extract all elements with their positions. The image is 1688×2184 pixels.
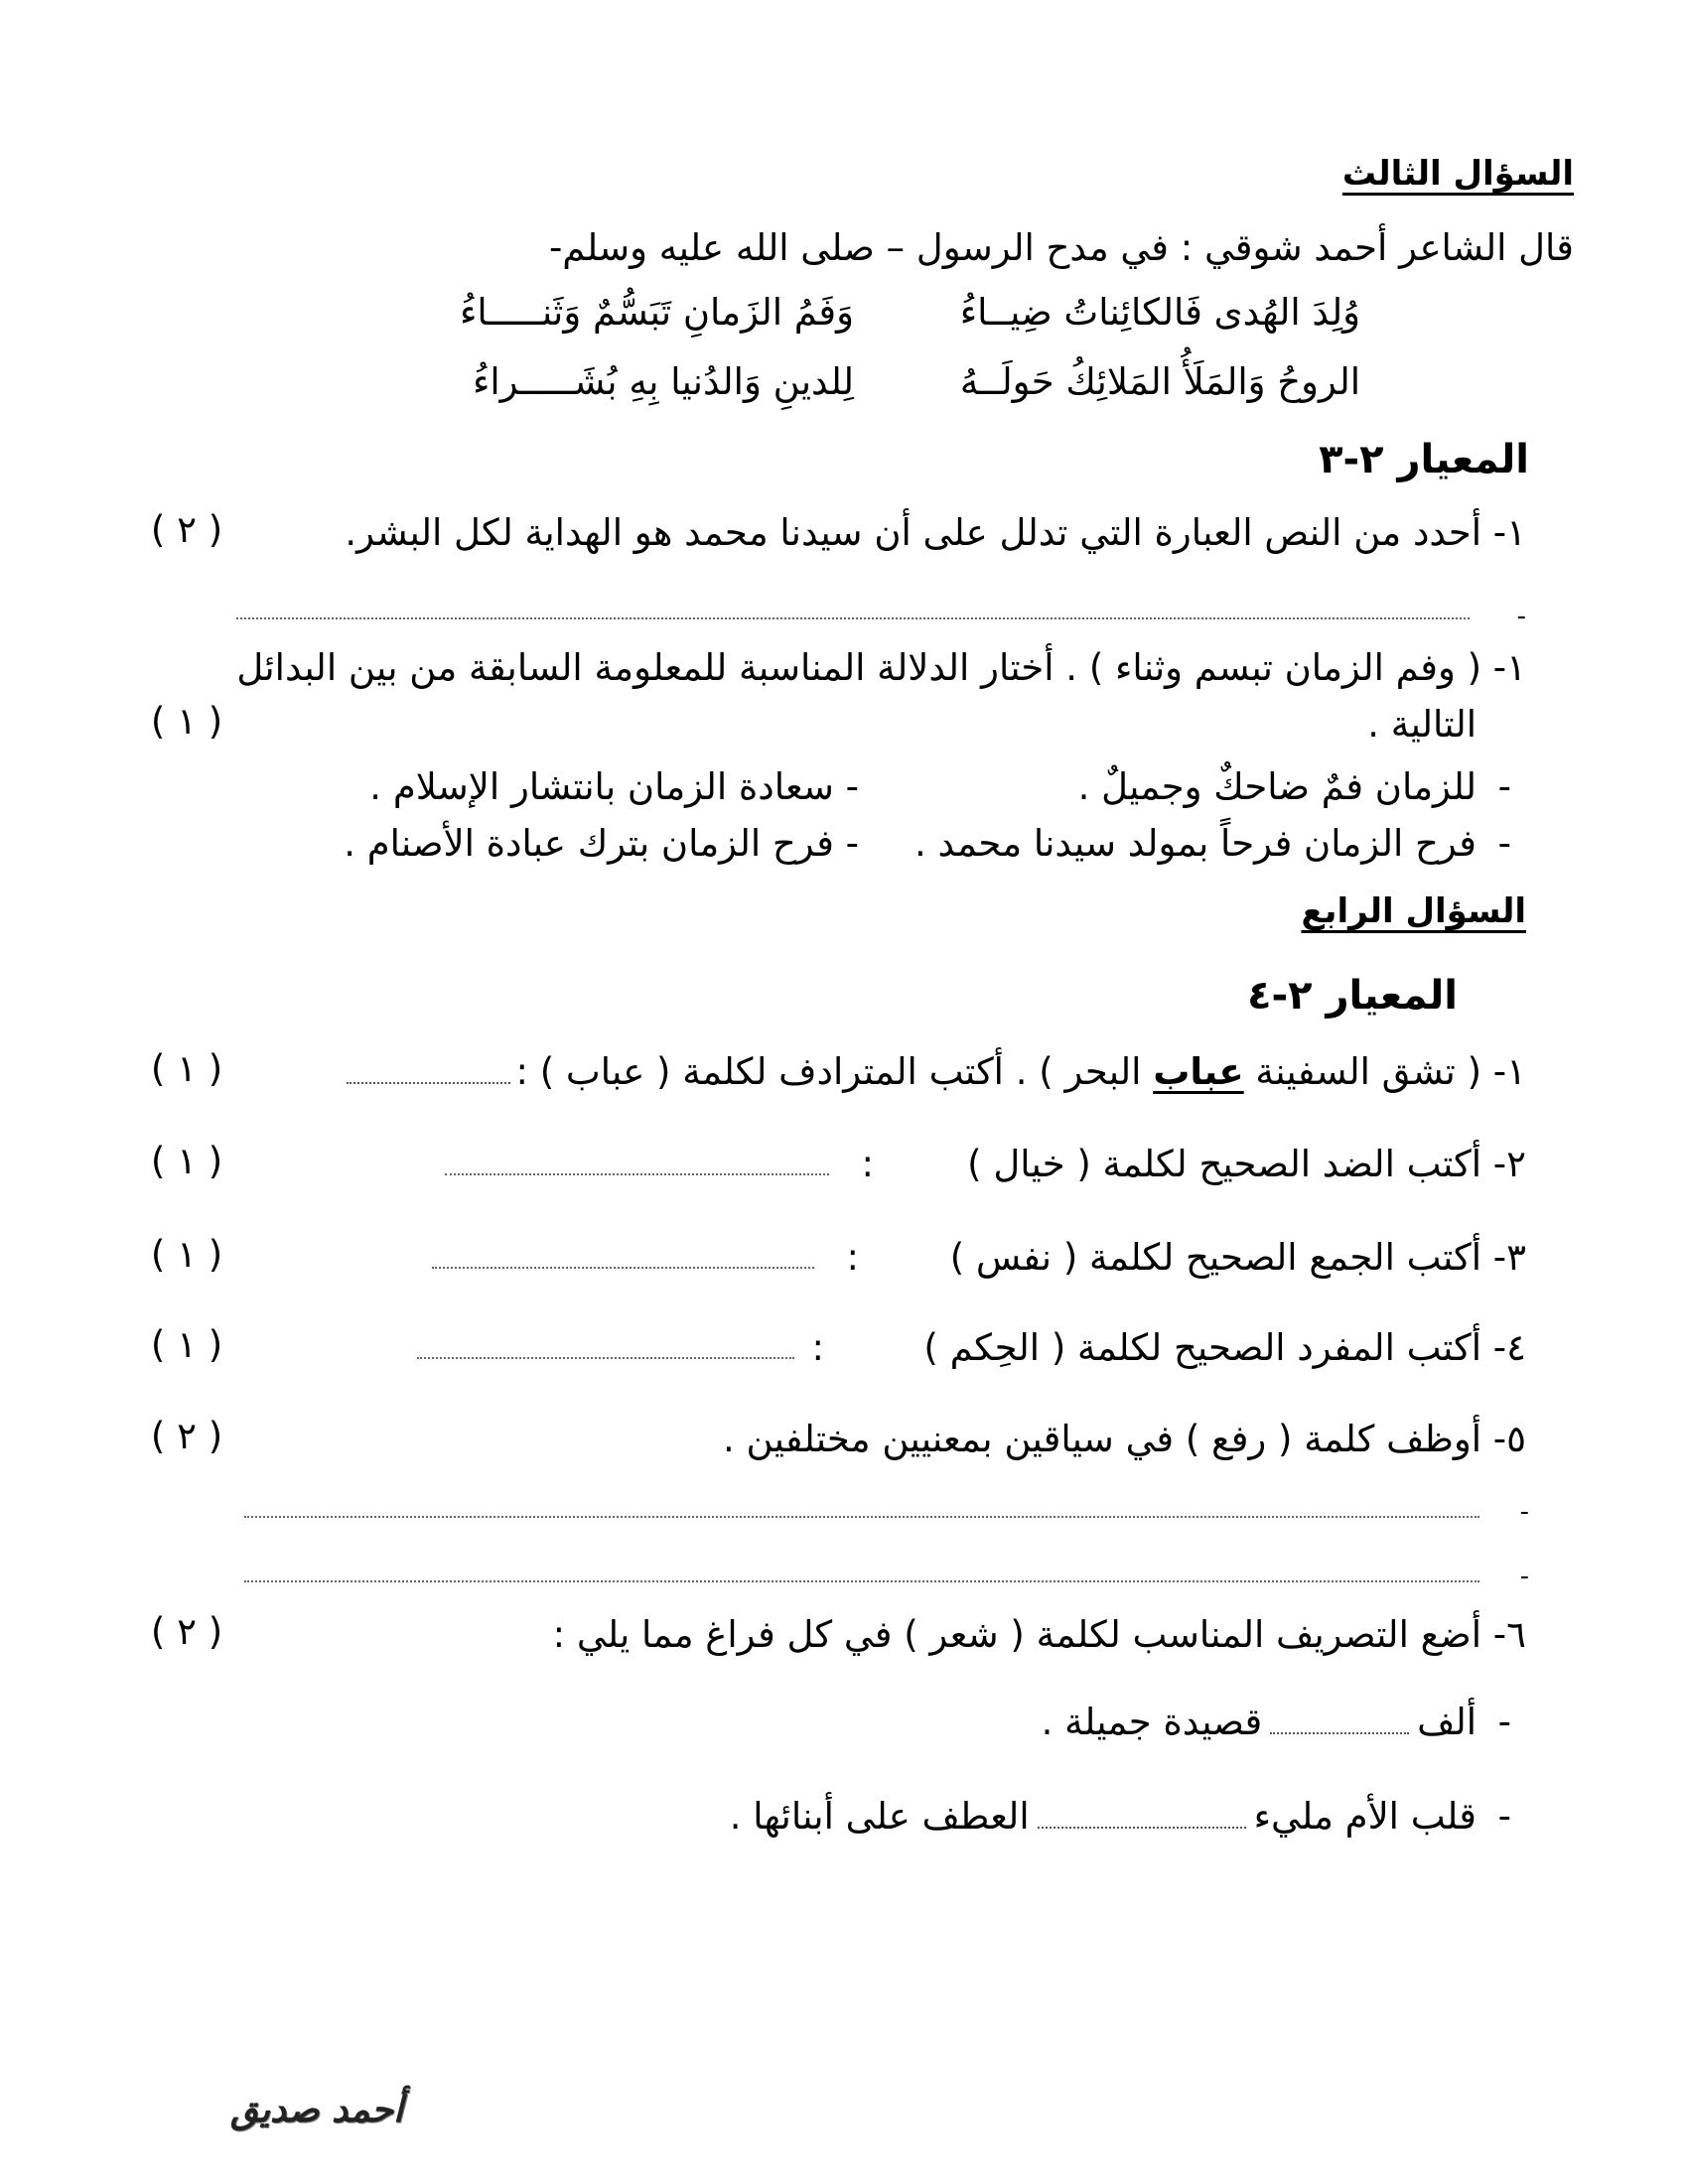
fill-item-1-blank[interactable] [1270, 1722, 1409, 1734]
q3-item-2-mark: ( ١ ) [150, 700, 223, 743]
fill-item-2-start: قلب الأم مليء [1253, 1795, 1477, 1838]
q4-item-3-mark: ( ١ ) [150, 1233, 223, 1276]
q3-item-1-mark: ( ٢ ) [150, 508, 223, 551]
verse-2-second-hemistich: لِلدينِ وَالدُنيا بِهِ بُشَـــــراءُ [472, 360, 854, 403]
q4-item-2-colon: : [861, 1143, 874, 1185]
q4-item-5-text: ٥- أوظف كلمة ( رفع ) في سياقين بمعنيين مختلفين . [722, 1418, 1526, 1460]
q4-item-1-after: البحر ) . أكتب المترادف لكلمة ( عباب ) : [515, 1050, 1154, 1093]
q4-item-2-mark: ( ١ ) [150, 1140, 223, 1182]
option-bullet: - [1497, 765, 1511, 808]
q3-item-1-text: ١- أحدد من النص العبارة التي تدلل على أن سيدنا محمد هو الهداية لكل البشر. [345, 511, 1526, 554]
criterion-2-3: المعيار ٢-٣ [1319, 437, 1529, 482]
answer-line-dash: - [1516, 602, 1526, 631]
q4-item-5-answer-line-1[interactable] [244, 1516, 1479, 1518]
fill-item-1-start: ألف [1417, 1701, 1477, 1743]
q4-item-3-text: ٣- أكتب الجمع الصحيح لكلمة ( نفس ) [949, 1236, 1526, 1279]
q4-item-2-answer-line[interactable] [445, 1173, 829, 1175]
q4-item-5-mark: ( ٢ ) [150, 1415, 223, 1457]
q4-item-1-mark: ( ١ ) [150, 1047, 223, 1090]
q4-item-6-text: ٦- أضع التصريف المناسب لكلمة ( شعر ) في كل فراغ مما يلي : [552, 1613, 1526, 1656]
highlighted-word: عباب [1153, 1050, 1244, 1093]
verse-2-first-hemistich: الروحُ وَالمَلَأُ المَلائِكُ حَولَــهُ [959, 360, 1360, 403]
poem-intro: قال الشاعر أحمد شوقي : في مدح الرسول – صلى الله عليه وسلم- [548, 226, 1574, 269]
q4-item-1-text [347, 1047, 1527, 1097]
question-3-heading: السؤال الثالث [1341, 154, 1574, 194]
criterion-2-4: المعيار ٢-٤ [1247, 973, 1458, 1019]
answer-line-dash: - [1519, 1497, 1529, 1527]
author-signature: أحمد صديق [230, 2090, 404, 2130]
fill-item-1 [1042, 1698, 1477, 1747]
q3-item-2-text: ١- ( وفم الزمان تبسم وثناء ) . أختار الدلالة المناسبة للمعلومة السابقة من بين البدائل [236, 646, 1526, 689]
q3-item-2-text-cont: التالية . [1367, 703, 1477, 746]
option-2[interactable]: - سعادة الزمان بانتشار الإسلام . [369, 765, 859, 808]
fill-item-bullet: - [1497, 1701, 1511, 1743]
q4-item-6-mark: ( ٢ ) [150, 1610, 223, 1653]
fill-item-bullet: - [1497, 1795, 1511, 1838]
q4-item-4-text: ٤- أكتب المفرد الصحيح لكلمة ( الحِكم ) [923, 1326, 1526, 1369]
option-1[interactable]: للزمان فمٌ ضاحكٌ وجميلٌ . [1077, 765, 1477, 808]
answer-line-dash: - [1519, 1562, 1529, 1591]
question-4-heading: السؤال الرابع [1301, 891, 1526, 931]
fill-item-2 [730, 1792, 1477, 1842]
q4-item-4-answer-line[interactable] [417, 1357, 794, 1359]
q4-item-1-before: ١- ( تشق السفينة [1243, 1050, 1526, 1093]
fill-item-2-end: العطف على أبنائها . [729, 1795, 1030, 1838]
q4-item-2-text: ٢- أكتب الضد الصحيح لكلمة ( خيال ) [967, 1143, 1526, 1185]
fill-item-1-end: قصيدة جميلة . [1041, 1701, 1263, 1743]
q4-item-4-colon: : [811, 1326, 824, 1369]
verse-1-first-hemistich: وُلِدَ الهُدى فَالكائِناتُ ضِيــاءُ [959, 291, 1360, 334]
option-bullet: - [1497, 822, 1511, 865]
q3-item-1-answer-line[interactable] [236, 617, 1470, 619]
q4-item-1-answer-blank[interactable] [347, 1072, 510, 1084]
verse-1-second-hemistich: وَفَمُ الزَمانِ تَبَسُّمٌ وَثَنـــــاءُ [460, 291, 854, 334]
q4-item-3-colon: : [846, 1236, 859, 1279]
q4-item-4-mark: ( ١ ) [150, 1323, 223, 1366]
option-4[interactable]: - فرح الزمان بترك عبادة الأصنام . [344, 822, 859, 865]
q4-item-3-answer-line[interactable] [432, 1267, 814, 1269]
q4-item-5-answer-line-2[interactable] [244, 1580, 1479, 1582]
option-3[interactable]: فرح الزمان فرحاً بمولد سيدنا محمد . [914, 822, 1477, 865]
fill-item-2-blank[interactable] [1038, 1817, 1246, 1829]
